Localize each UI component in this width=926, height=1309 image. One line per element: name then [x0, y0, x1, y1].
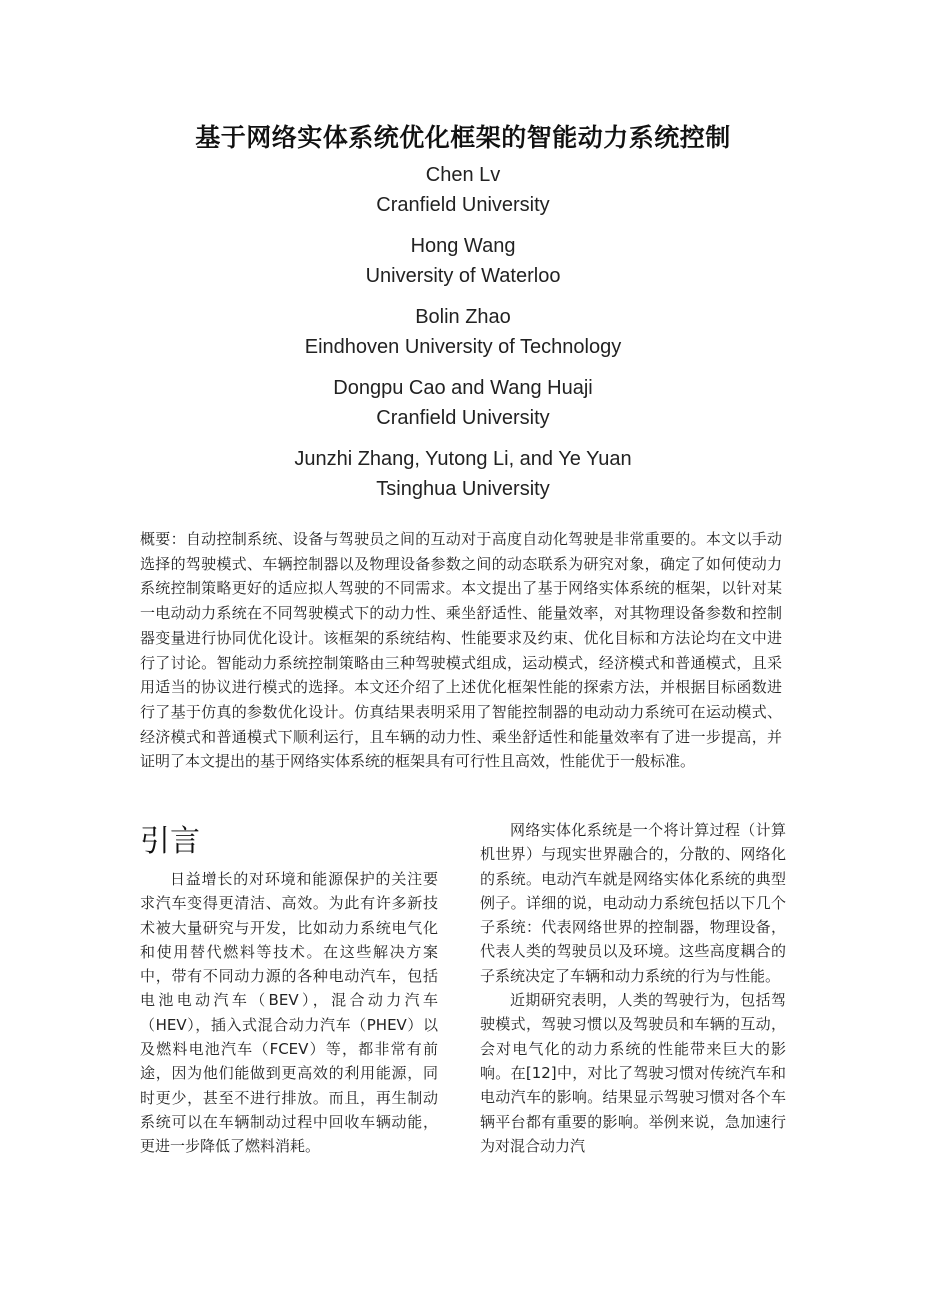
- author-affiliation: University of Waterloo: [365, 265, 561, 287]
- author-names: Chen Lv: [425, 164, 501, 186]
- author-names: Junzhi Zhang, Yutong Li, and Ye Yuan: [294, 448, 632, 470]
- author-names: Bolin Zhao: [415, 306, 511, 328]
- section-heading: 引言: [140, 824, 200, 859]
- author-list: [0, 160, 926, 515]
- author-block: [0, 373, 926, 433]
- author-affiliation: Eindhoven University of Technology: [304, 336, 622, 358]
- author-affiliation: Tsinghua University: [376, 478, 550, 500]
- left-column: [140, 867, 438, 1159]
- author-block: [0, 444, 926, 504]
- author-affiliation: Cranfield University: [376, 407, 550, 429]
- author-affiliation: Cranfield University: [376, 194, 550, 216]
- author-names: Hong Wang: [410, 235, 516, 257]
- body-paragraph: 网络实体化系统是一个将计算过程（计算机世界）与现实世界融合的，分散的、网络化的系统。电动汽车就是网络实体化系统的典型例子。详细的说，电动动力系统包括以下几个子系统：代表网络世界的控制器，物理设备，代表人类的驾驶员以及环境。这些高度耦合的子系统决定了车辆和动力系统的行为与性能。: [480, 821, 786, 985]
- body-paragraph: 近期研究表明，人类的驾驶行为，包括驾驶模式，驾驶习惯以及驾驶员和车辆的互动，会对电气化的动力系统的性能带来巨大的影响。在[12]中，对比了驾驶习惯对传统汽车和电动汽车的影响。结果显示驾驶习惯对各个车辆平台都有重要的影响。举例来说，急加速行为对混合动力汽: [480, 991, 786, 1155]
- paper-title: 基于网络实体系统优化框架的智能动力系统控制: [195, 123, 731, 152]
- abstract: 概要：自动控制系统、设备与驾驶员之间的互动对于高度自动化驾驶是非常重要的。本文以手动选择的驾驶模式、车辆控制器以及物理设备参数之间的动态联系为研究对象，确定了如何使动力系统控制策略更好的适应拟人驾驶的不同需求。本文提出了基于网络实体系统的框架，以针对某一电动动力系统在不同驾驶模式下的动力性、乘坐舒适性、能量效率，对其物理设备参数和控制器变量进行协同优化设计。该框架的系统结构、性能要求及约束、优化目标和方法论均在文中进行了讨论。智能动力系统控制策略由三种驾驶模式组成，运动模式，经济模式和普通模式，且采用适当的协议进行模式的选择。本文还介绍了上述优化框架性能的探索方法，并根据目标函数进行了基于仿真的参数优化设计。仿真结果表明采用了智能控制器的电动动力系统可在运动模式、经济模式和普通模式下顺利运行，且车辆的动力性、乘坐舒适性和能量效率有了进一步提高，并证明了本文提出的基于网络实体系统的框架具有可行性且高效，性能优于一般标准。: [140, 530, 782, 771]
- author-block: [0, 231, 926, 291]
- author-names: Dongpu Cao and Wang Huaji: [333, 377, 593, 399]
- author-block: [0, 302, 926, 362]
- right-column: [480, 818, 786, 1158]
- body-paragraph: 日益增长的对环境和能源保护的关注要求汽车变得更清洁、高效。为此有许多新技术被大量研究与开发，比如动力系统电气化和使用替代燃料等技术。在这些解决方案中，带有不同动力源的各种电动汽车，包括电池电动汽车（BEV），混合动力汽车（HEV），插入式混合动力汽车（PHEV）以及燃料电池汽车（FCEV）等，都非常有前途，因为他们能做到更高效的利用能源，同时更少，甚至不进行排放。而且，再生制动系统可以在车辆制动过程中回收车辆动能，更进一步降低了燃料消耗。: [140, 870, 438, 1156]
- author-block: [0, 160, 926, 220]
